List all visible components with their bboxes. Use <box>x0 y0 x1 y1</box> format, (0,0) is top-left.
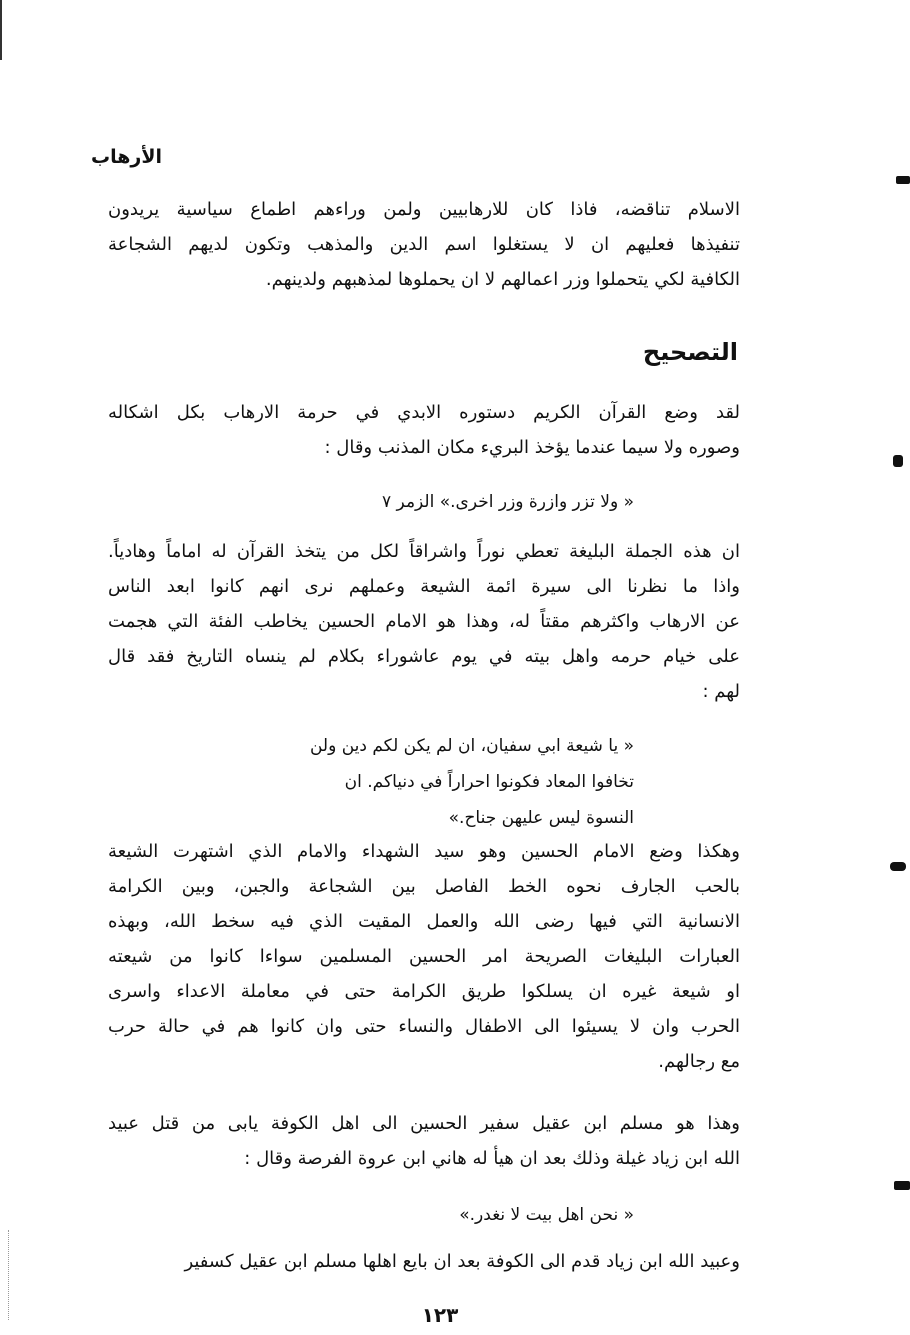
text-line: لهم : <box>702 681 740 702</box>
text-line: وصوره ولا سيما عندما يؤخذ البريء مكان المذنب وقال : <box>324 437 740 458</box>
left-margin-rule <box>0 0 2 60</box>
text-line: بالحب الجارف نحوه الخط الفاصل بين الشجاعة والجبن، وبين الكرامة <box>108 876 740 897</box>
text-line: تنفيذها فعليهم ان لا يستغلوا اسم الدين والمذهب وتكون لديهم الشجاعة <box>108 234 740 255</box>
text-line: على خيام حرمه واهل بيته في يوم عاشوراء بكلام لم ينساه التاريخ فقد قال <box>108 646 740 667</box>
scan-edge-mark <box>890 862 906 871</box>
paragraph-conduct <box>108 834 740 1079</box>
text-line: وهكذا وضع الامام الحسين وهو سيد الشهداء والامام الذي اشتهرت الشيعة <box>108 841 740 862</box>
text-line: الله ابن زياد غيلة وذلك بعد ان هيأ له هاني ابن عروة الفرصة وقال : <box>244 1148 740 1169</box>
quote-line: النسوة ليس عليهن جناح.» <box>448 808 634 828</box>
left-dotted-rule <box>8 1230 10 1320</box>
text-line: العبارات البليغات الصريحة امر الحسين المسلمين سواءا كانوا من شيعته <box>108 946 740 967</box>
text-line: الانسانية التي فيها رضى الله والعمل المقيت الذي فيه سخط الله، وبهذه <box>108 911 740 932</box>
text-line: الحرب وان لا يسيئوا الى الاطفال والنساء حتى وان كانوا هم في حالة حرب <box>108 1016 740 1037</box>
text-line: او شيعة غيره ان يسلكوا طريق الكرامة حتى في معاملة الاعداء واسرى <box>108 981 740 1002</box>
scan-edge-mark <box>893 455 903 467</box>
quran-quote <box>382 484 634 520</box>
text-line: عن الارهاب واكثرهم مقتاً له، وهذا هو الامام الحسين يخاطب الفئة التي هجمت <box>108 611 740 632</box>
text-line: واذا ما نظرنا الى سيرة ائمة الشيعة وعملهم نرى انهم كانوا ابعد الناس <box>108 576 740 597</box>
text-line: لقد وضع القرآن الكريم دستوره الابدي في حرمة الارهاب بكل اشكاله <box>108 402 740 423</box>
text-line: وعبيد الله ابن زياد قدم الى الكوفة بعد ان بايع اهلها مسلم ابن عقيل كسفير <box>184 1251 740 1272</box>
text-line: مع رجالهم. <box>658 1051 740 1072</box>
scan-edge-mark <box>896 176 910 184</box>
quote-line: « ولا تزر وازرة وزر اخرى.» الزمر ٧ <box>382 492 634 512</box>
page-number: ١٢٣ <box>421 1303 459 1327</box>
paragraph-ubaidullah <box>108 1244 740 1279</box>
text-line: الكافية لكي يتحملوا وزر اعمالهم لا ان يحملوها لمذهبهم ولدينهم. <box>265 269 740 290</box>
paragraph-intro <box>108 192 740 297</box>
paragraph-quran <box>108 395 740 465</box>
quote-line: تخافوا المعاد فكونوا احراراً في دنياكم. ان <box>344 772 634 792</box>
hussein-quote <box>310 728 634 836</box>
text-line: ان هذه الجملة البليغة تعطي نوراً واشراقاً لكل من يتخذ القرآن له اماماً وهادياً. <box>108 541 740 562</box>
paragraph-hussein <box>108 534 740 709</box>
running-header-title: الأرهاب <box>91 146 162 168</box>
paragraph-muslim <box>108 1106 740 1176</box>
muslim-quote <box>459 1197 634 1233</box>
quote-line: « يا شيعة ابي سفيان، ان لم يكن لكم دين ولن <box>309 736 634 756</box>
section-heading: التصحيح <box>642 338 738 366</box>
text-line: الاسلام تناقضه، فاذا كان للارهابيين ولمن وراءهم اطماع سياسية يريدون <box>108 199 740 220</box>
scan-edge-mark <box>894 1181 910 1190</box>
text-line: وهذا هو مسلم ابن عقيل سفير الحسين الى اهل الكوفة يابى من قتل عبيد <box>108 1113 740 1134</box>
quote-line: « نحن اهل بيت لا نغدر.» <box>459 1205 634 1225</box>
